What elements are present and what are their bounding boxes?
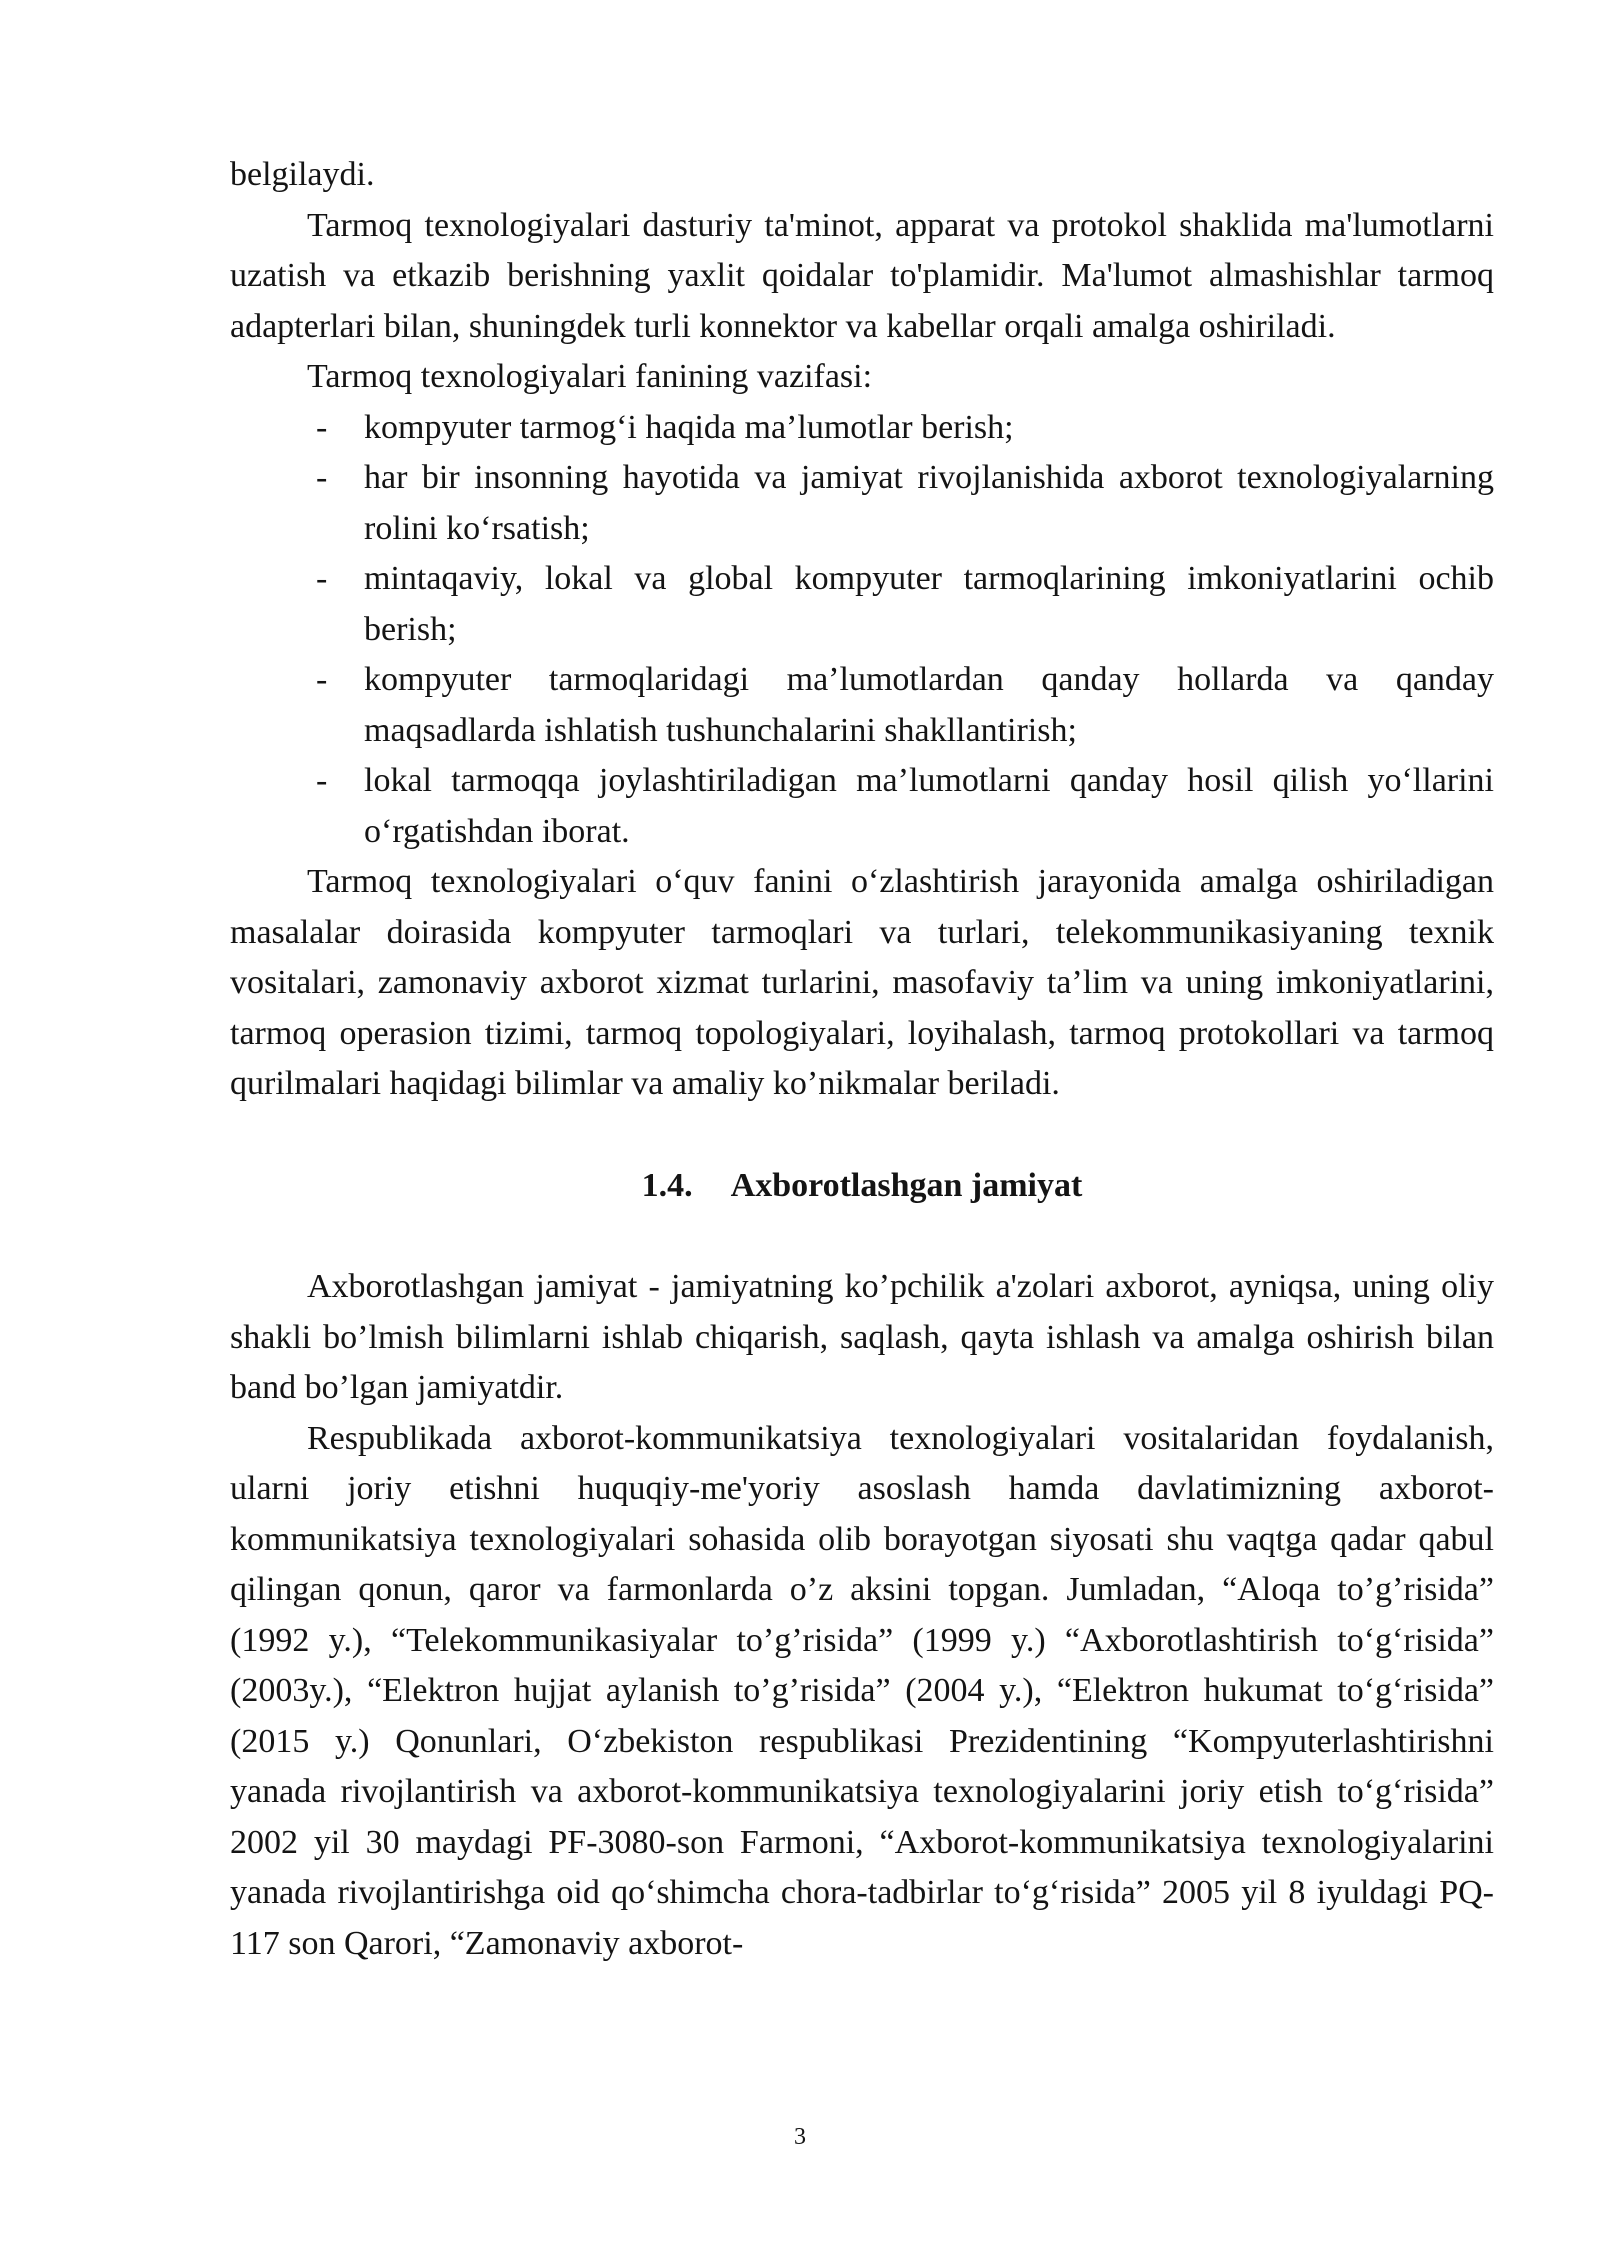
dash-bullet: - bbox=[316, 560, 328, 597]
list-item bbox=[316, 756, 1494, 857]
document-page bbox=[230, 150, 1494, 1969]
paragraph-technology-definition: Tarmoq texnologiyalari dasturiy ta'minot, apparat va protokol shaklida ma'lumotlarni uzatish va etkazib berishning yaxlit qoidalar to'plamidir. Ma'lumot almashishlar tarmoq adapterlari bilan, shuningdek turli konnektor va kabellar orqali amalga oshiriladi. bbox=[230, 206, 1494, 345]
paragraph-continuation: belgilaydi. bbox=[230, 156, 375, 193]
dash-bullet: - bbox=[316, 762, 328, 799]
list-item-text: mintaqaviy, lokal va global kompyuter tarmoqlarining imkoniyatlarini ochib berish; bbox=[364, 560, 1494, 648]
tasks-list bbox=[230, 403, 1494, 858]
dash-bullet: - bbox=[316, 661, 328, 698]
page-number: 3 bbox=[794, 2124, 806, 2150]
list-item bbox=[316, 453, 1494, 554]
paragraph-tasks-intro: Tarmoq texnologiyalari fanining vazifasi: bbox=[307, 358, 873, 395]
list-item bbox=[316, 655, 1494, 756]
list-item-text: lokal tarmoqqa joylashtiriladigan ma’lumotlarni qanday hosil qilish yo‘llarini o‘rgatishdan iborat. bbox=[364, 762, 1494, 850]
section-number: 1.4. bbox=[641, 1166, 693, 1204]
section-title: Axborotlashgan jamiyat bbox=[730, 1166, 1083, 1204]
list-item-text: kompyuter tarmog‘i haqida ma’lumotlar berish; bbox=[364, 408, 1014, 446]
list-item bbox=[316, 403, 1494, 454]
list-item-text: har bir insonning hayotida va jamiyat rivojlanishida axborot texnologiyalarning rolini ko‘rsatish; bbox=[364, 459, 1494, 547]
dash-bullet: - bbox=[316, 459, 328, 496]
list-item-text: kompyuter tarmoqlaridagi ma’lumotlardan qanday hollarda va qanday maqsadlarda ishlatish tushunchalarini shakllantirish; bbox=[364, 661, 1494, 749]
section-heading bbox=[230, 1110, 1494, 1263]
paragraph-republic-legislation: Respublikada axborot-kommunikatsiya texnologiyalari vositalaridan foydalanish, ularni joriy etishni huquqiy-me'yoriy asoslash hamda davlatimizning axborot-kommunikatsiya texnologiyalari sohasida olib borayotgan siyosati shu vaqtga qadar qabul qilingan qonun, qaror va farmonlarda o’z aksini topgan. Jumladan, “Aloqa to’g’risida” (1992 y.), “Telekommunikasiyalar to’g’risida” (1999 y.) “Axborotlashtirish to‘g‘risida” (2003y.), “Elektron hujjat aylanish to’g’risida” (2004 y.), “Elektron hukumat to‘g‘risida” (2015 y.) Qonunlari, O‘zbekiston respublikasi Prezidentining “Kompyuterlashtirishni yanada rivojlantirish va axborot-kommunikatsiya texnologiyalarini joriy etish to‘g‘risida” 2002 yil 30 maydagi PF-3080-son Farmoni, “Axborot-kommunikatsiya texnologiyalarini yanada rivojlantirishga oid qo‘shimcha chora-tadbirlar to‘g‘risida” 2005 yil 8 iyuldagi PQ-117 son Qarori, “Zamonaviy axborot- bbox=[230, 1419, 1494, 1962]
list-item bbox=[316, 554, 1494, 655]
paragraph-information-society-definition: Axborotlashgan jamiyat - jamiyatning ko’pchilik a'zolari axborot, ayniqsa, uning oliy shakli bo’lmish bilimlarni ishlab chiqarish, saqlash, qayta ishlash va amalga oshirish bilan band bo’lgan jamiyatdir. bbox=[230, 1268, 1494, 1406]
dash-bullet: - bbox=[316, 408, 328, 446]
paragraph-course-scope: Tarmoq texnologiyalari o‘quv fanini o‘zlashtirish jarayonida amalga oshiriladigan masalalar doirasida kompyuter tarmoqlari va turlari, telekommunikasiyaning texnik vositalari, zamonaviy axborot xizmat turlarini, masofaviy ta’lim va uning imkoniyatlarini, tarmoq operasion tizimi, tarmoq topologiyalari, loyihalash, tarmoq protokollari va tarmoq qurilmalari haqidagi bilimlar va amaliy ko’nikmalar beriladi. bbox=[230, 863, 1494, 1102]
